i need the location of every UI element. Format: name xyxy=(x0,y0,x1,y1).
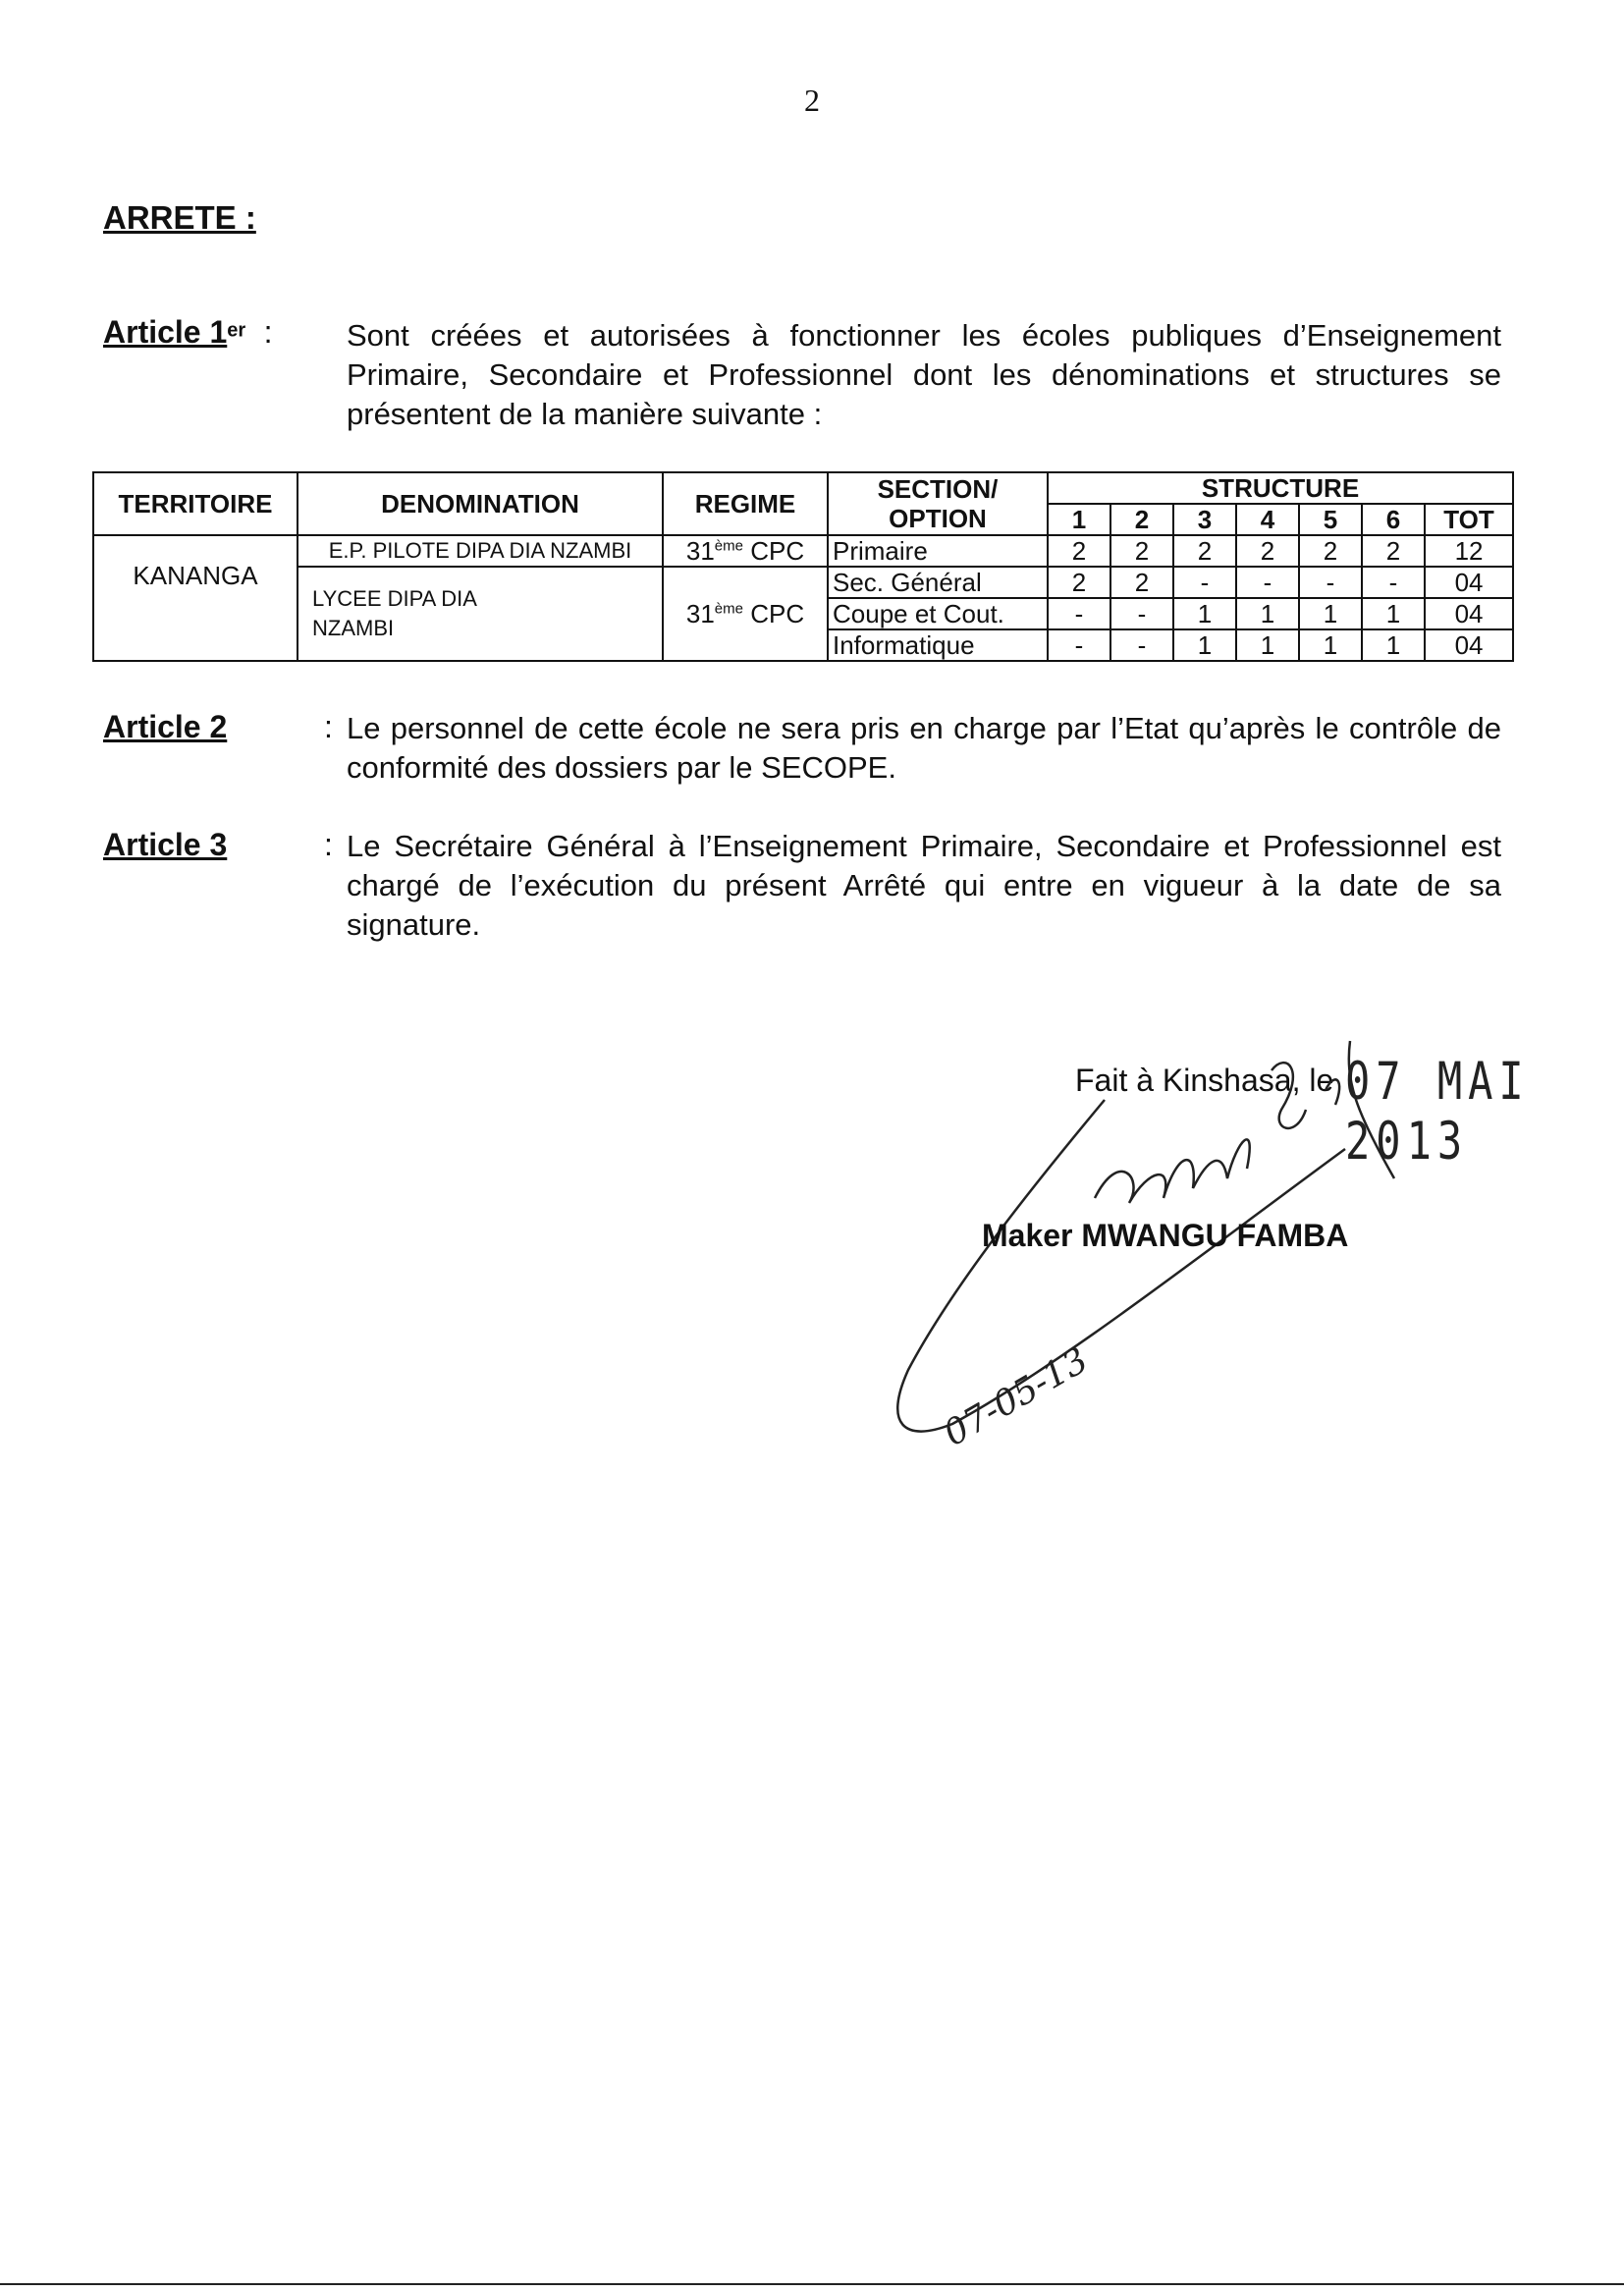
territoire-value: KANANGA xyxy=(133,561,258,590)
cell-value: - xyxy=(1110,629,1173,661)
cell-total: 12 xyxy=(1425,535,1513,567)
cell-value: - xyxy=(1048,629,1110,661)
regime-suffix: CPC xyxy=(742,599,805,628)
decree-heading: ARRETE : xyxy=(103,199,256,236)
regime-sup: ème xyxy=(714,537,743,555)
cell-value: - xyxy=(1299,567,1362,598)
cell-option: Primaire xyxy=(828,535,1048,567)
cell-value: 1 xyxy=(1299,629,1362,661)
cell-regime-lycee xyxy=(663,567,828,661)
cell-value: 2 xyxy=(1173,535,1236,567)
cell-value: 2 xyxy=(1048,567,1110,598)
article-3-colon: : xyxy=(324,827,333,862)
cell-option: Informatique xyxy=(828,629,1048,661)
bottom-divider xyxy=(0,2283,1624,2285)
regime-sup: ème xyxy=(714,600,743,618)
header-col-tot: TOT xyxy=(1425,504,1513,535)
cell-value: 1 xyxy=(1173,629,1236,661)
cell-value: 1 xyxy=(1236,598,1299,629)
table-row xyxy=(93,535,1513,567)
regime-num: 31 xyxy=(685,599,715,628)
cell-value: 2 xyxy=(1110,567,1173,598)
article-1-text: Sont créées et autorisées à fonctionner les écoles publiques d’Enseignement Primaire, Secondaire et Professionnel dont les dénominations et structures se présentent de la manière suivante : xyxy=(347,318,1501,431)
cell-denomination-ep: E.P. PILOTE DIPA DIA NZAMBI xyxy=(298,535,663,567)
regime-num: 31 xyxy=(685,536,715,566)
cell-value: - xyxy=(1048,598,1110,629)
cell-territoire xyxy=(93,535,298,661)
cell-value: 2 xyxy=(1299,535,1362,567)
cell-value: - xyxy=(1110,598,1173,629)
article-3-text: Le Secrétaire Général à l’Enseignement Primaire, Secondaire et Professionnel est chargé de l’exécution du présent Arrêté qui entre en vigueur à la date de sa signature. xyxy=(347,829,1501,942)
regime-suffix: CPC xyxy=(742,536,805,566)
cell-value: 1 xyxy=(1299,598,1362,629)
header-structure: STRUCTURE xyxy=(1048,472,1513,504)
table-row xyxy=(93,567,1513,598)
header-section-line2: OPTION xyxy=(889,504,987,533)
lycee-line1: LYCEE DIPA DIA xyxy=(312,586,477,611)
cell-denomination-lycee xyxy=(298,567,663,661)
cell-value: 1 xyxy=(1362,598,1425,629)
handwritten-date: 07-05-13 xyxy=(937,1339,1096,1454)
cell-value: - xyxy=(1236,567,1299,598)
cell-total: 04 xyxy=(1425,629,1513,661)
cell-value: 2 xyxy=(1110,535,1173,567)
cell-option: Coupe et Cout. xyxy=(828,598,1048,629)
cell-value: 1 xyxy=(1173,598,1236,629)
article-1-colon: : xyxy=(263,314,273,350)
header-col-6: 6 xyxy=(1362,504,1425,535)
cell-total: 04 xyxy=(1425,598,1513,629)
cell-value: 2 xyxy=(1236,535,1299,567)
cell-value: 2 xyxy=(1362,535,1425,567)
table-header-row xyxy=(93,472,1513,504)
page-number: 2 xyxy=(804,82,820,118)
place-and-date-line: Fait à Kinshasa, le xyxy=(1075,1063,1334,1098)
lycee-line2: NZAMBI xyxy=(312,616,395,640)
signatory-name: Maker MWANGU FAMBA xyxy=(982,1218,1349,1253)
cell-option: Sec. Général xyxy=(828,567,1048,598)
article-1-label-sup: er xyxy=(227,319,246,342)
cell-value: 2 xyxy=(1048,535,1110,567)
header-col-3: 3 xyxy=(1173,504,1236,535)
header-territoire: TERRITOIRE xyxy=(93,472,298,535)
article-3-label: Article 3 xyxy=(103,827,228,862)
header-col-1: 1 xyxy=(1048,504,1110,535)
header-denomination: DENOMINATION xyxy=(298,472,663,535)
cell-value: 1 xyxy=(1362,629,1425,661)
article-1-label xyxy=(103,314,273,351)
header-section-line1: SECTION/ xyxy=(877,474,999,504)
article-2-label: Article 2 xyxy=(103,709,228,744)
header-section-option xyxy=(828,472,1048,535)
school-structure-table xyxy=(92,471,1514,662)
header-col-4: 4 xyxy=(1236,504,1299,535)
cell-value: - xyxy=(1173,567,1236,598)
article-2-text: Le personnel de cette école ne sera pris en charge par l’Etat qu’après le contrôle de conformité des dossiers par le SECOPE. xyxy=(347,711,1501,785)
header-regime: REGIME xyxy=(663,472,828,535)
header-col-5: 5 xyxy=(1299,504,1362,535)
date-stamp: 07 MAI 2013 xyxy=(1345,1051,1530,1172)
header-col-2: 2 xyxy=(1110,504,1173,535)
cell-value: 1 xyxy=(1236,629,1299,661)
cell-total: 04 xyxy=(1425,567,1513,598)
article-2-colon: : xyxy=(324,709,333,744)
article-1-label-text: Article 1 xyxy=(103,314,228,350)
cell-regime-ep xyxy=(663,535,828,567)
cell-value: - xyxy=(1362,567,1425,598)
